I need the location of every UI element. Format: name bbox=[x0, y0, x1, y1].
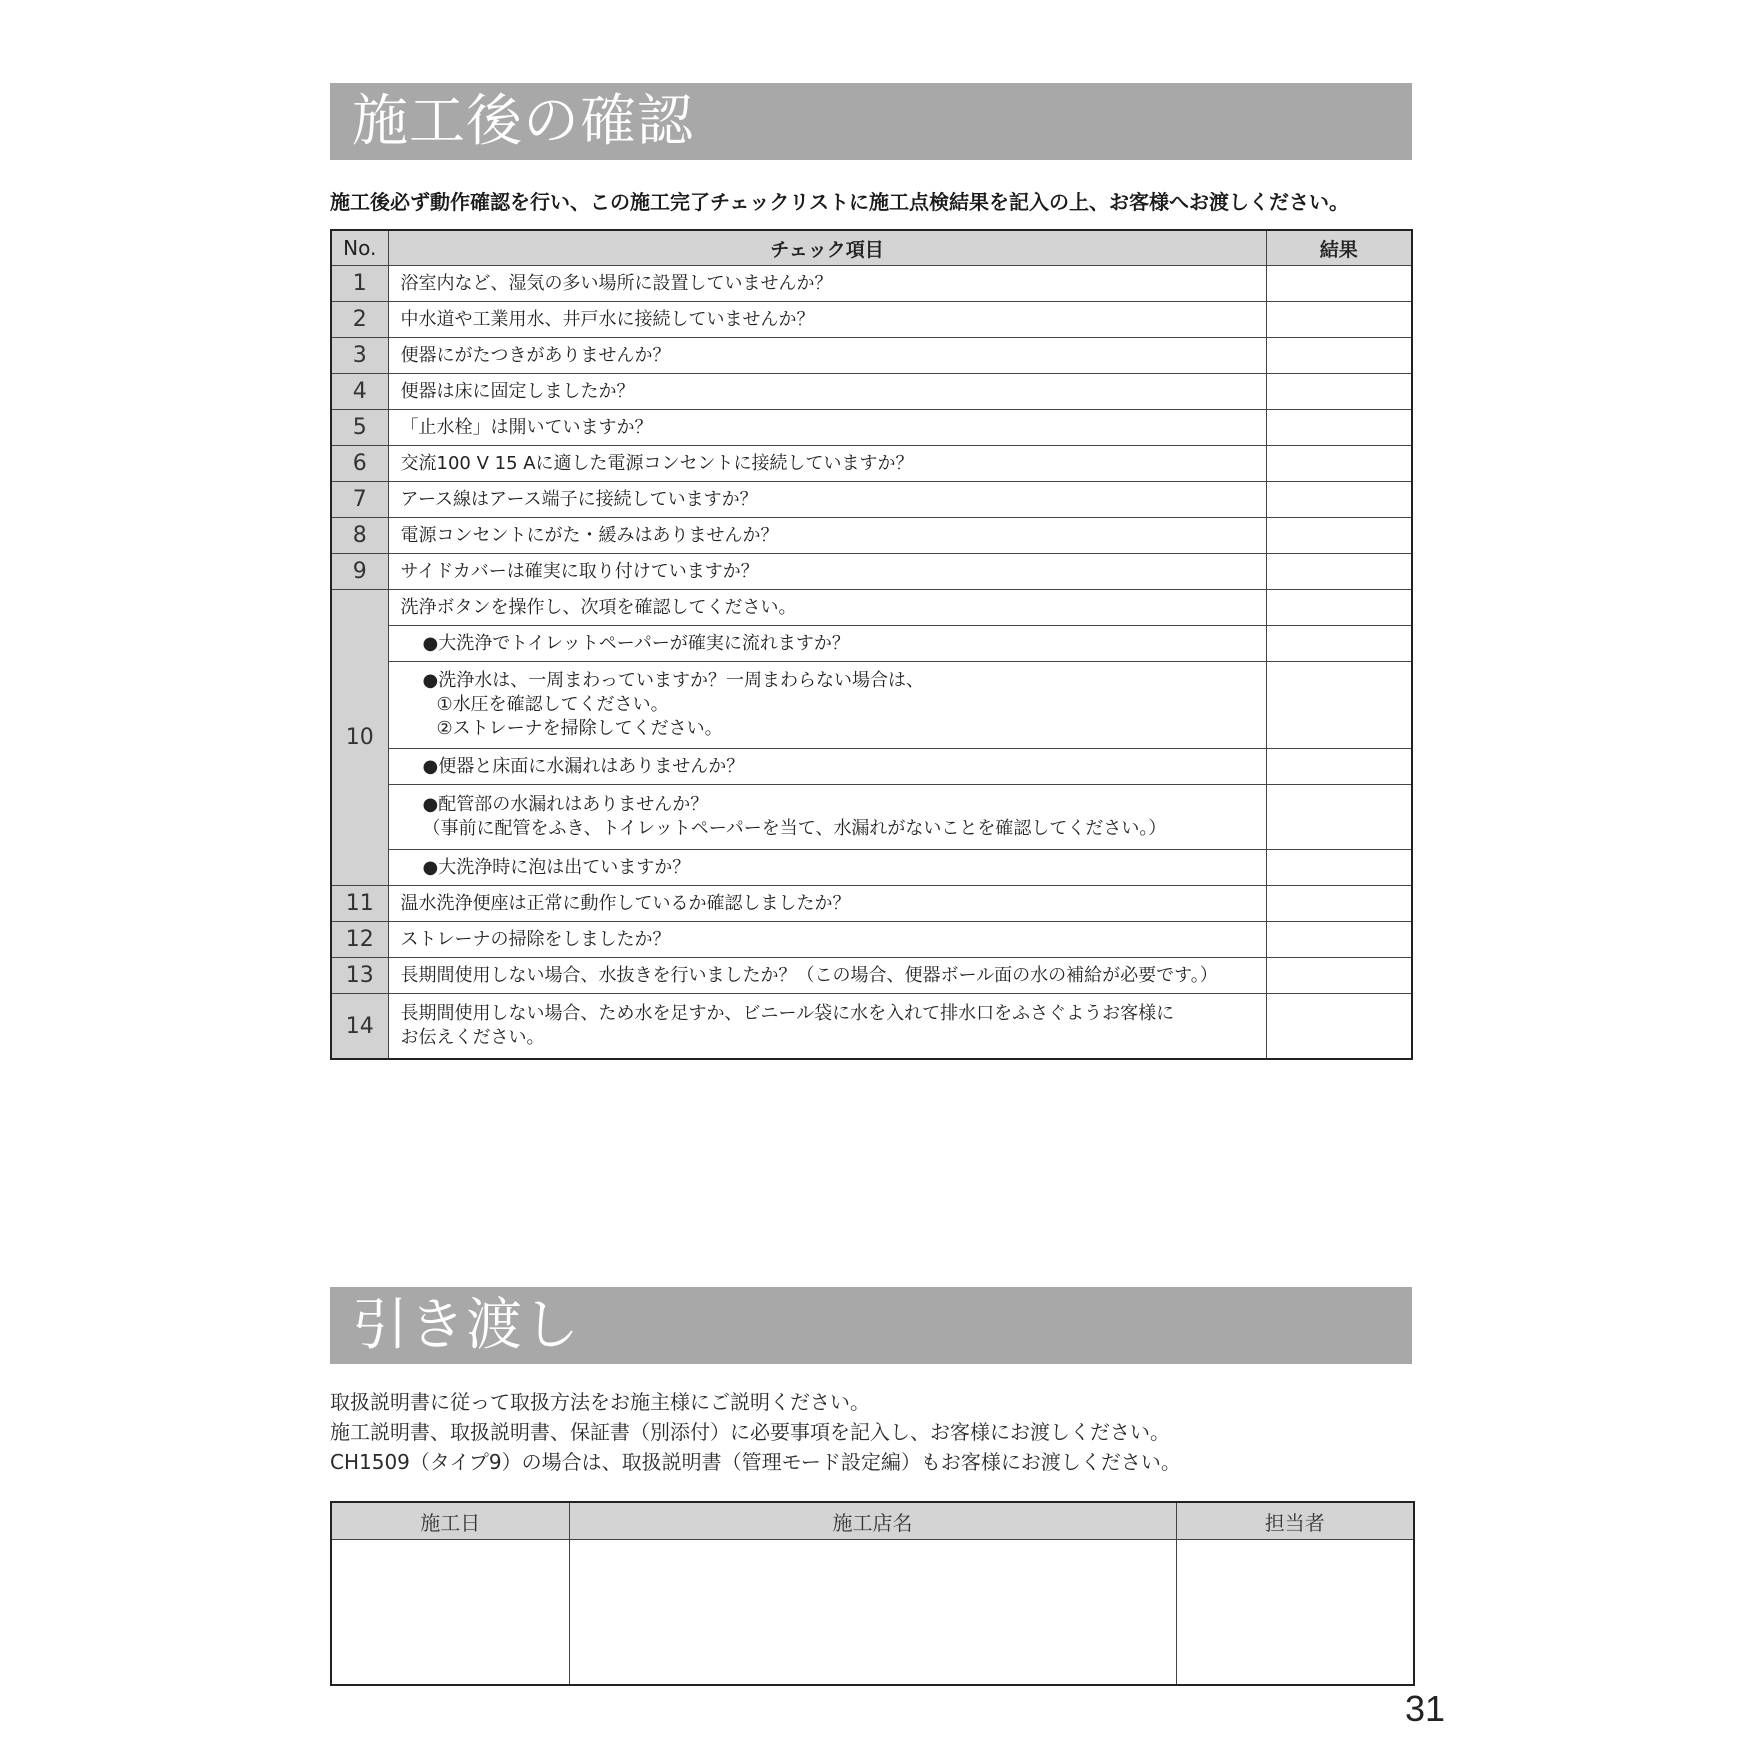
check-item-text: 温水洗浄便座は正常に動作しているか確認しましたか？ bbox=[388, 886, 1266, 922]
table-row bbox=[331, 886, 1412, 922]
sign-header-row bbox=[331, 1502, 1414, 1540]
section-title-handover: 引き渡し bbox=[330, 1287, 1412, 1364]
result-cell[interactable] bbox=[1266, 374, 1412, 410]
result-cell[interactable] bbox=[1266, 266, 1412, 302]
shop-name-field[interactable] bbox=[569, 1540, 1176, 1686]
table-row bbox=[331, 922, 1412, 958]
result-cell[interactable] bbox=[1266, 922, 1412, 958]
row-number: 8 bbox=[331, 518, 388, 554]
table-row bbox=[331, 446, 1412, 482]
header-no: No. bbox=[331, 230, 388, 266]
row-number: 6 bbox=[331, 446, 388, 482]
header-shop-name: 施工店名 bbox=[569, 1502, 1176, 1540]
checklist-header-row bbox=[331, 230, 1412, 266]
check-item-text: サイドカバーは確実に取り付けていますか？ bbox=[388, 554, 1266, 590]
row-number: 10 bbox=[331, 590, 388, 886]
result-cell[interactable] bbox=[1266, 850, 1412, 886]
row-number: 12 bbox=[331, 922, 388, 958]
check-subitem-text: ●大洗浄でトイレットペーパーが確実に流れますか？ bbox=[422, 632, 850, 654]
check-item-text: アース線はアース端子に接続していますか？ bbox=[388, 482, 1266, 518]
check-subitem bbox=[388, 662, 1266, 749]
header-person-in-charge: 担当者 bbox=[1176, 1502, 1414, 1540]
check-item-text: 中水道や工業用水、井戸水に接続していませんか？ bbox=[388, 302, 1266, 338]
table-row bbox=[331, 410, 1412, 446]
header-install-date: 施工日 bbox=[331, 1502, 569, 1540]
check-subitem-note: （事前に配管をふき、トイレットペーパーを当て、水漏れがないことを確認してください。） bbox=[422, 818, 1167, 839]
row-number: 11 bbox=[331, 886, 388, 922]
handover-line: CH1509（タイプ9）の場合は、取扱説明書（管理モード設定編）もお客様にお渡しください。 bbox=[330, 1450, 1181, 1474]
result-cell[interactable] bbox=[1266, 958, 1412, 994]
handover-line: 施工説明書、取扱説明書、保証書（別添付）に必要事項を記入し、お客様にお渡しください。 bbox=[330, 1420, 1170, 1444]
result-cell[interactable] bbox=[1266, 886, 1412, 922]
table-row bbox=[331, 850, 1412, 886]
table-row bbox=[331, 518, 1412, 554]
table-row bbox=[331, 626, 1412, 662]
check-subitem-text: ●配管部の水漏れはありませんか？ bbox=[422, 794, 709, 815]
table-row bbox=[331, 749, 1412, 785]
result-cell[interactable] bbox=[1266, 302, 1412, 338]
row-number: 3 bbox=[331, 338, 388, 374]
check-item-line: 長期間使用しない場合、ため水を足すか、ビニール袋に水を入れて排水口をふさぐようお客様に bbox=[400, 1003, 1175, 1024]
result-cell[interactable] bbox=[1266, 749, 1412, 785]
row-number: 14 bbox=[331, 994, 388, 1060]
row-number: 7 bbox=[331, 482, 388, 518]
result-cell[interactable] bbox=[1266, 410, 1412, 446]
check-item-text: 洗浄ボタンを操作し、次項を確認してください。 bbox=[388, 590, 1266, 626]
result-cell[interactable] bbox=[1266, 994, 1412, 1060]
header-check-item: チェック項目 bbox=[388, 230, 1266, 266]
result-cell[interactable] bbox=[1266, 626, 1412, 662]
table-row bbox=[331, 662, 1412, 749]
handover-line: 取扱説明書に従って取扱方法をお施主様にご説明ください。 bbox=[330, 1390, 870, 1414]
table-row bbox=[331, 785, 1412, 850]
check-item-text: 「止水栓」は開いていますか？ bbox=[388, 410, 1266, 446]
table-row bbox=[331, 958, 1412, 994]
handover-sign-table bbox=[330, 1501, 1415, 1686]
table-row bbox=[331, 302, 1412, 338]
check-item-line: お伝えください。 bbox=[400, 1027, 545, 1048]
table-row bbox=[331, 554, 1412, 590]
check-subitem bbox=[388, 850, 1266, 886]
table-row bbox=[331, 482, 1412, 518]
check-subitem bbox=[388, 785, 1266, 850]
result-cell[interactable] bbox=[1266, 590, 1412, 626]
table-row bbox=[331, 338, 1412, 374]
result-cell[interactable] bbox=[1266, 554, 1412, 590]
check-item-text bbox=[388, 994, 1266, 1060]
table-row bbox=[331, 590, 1412, 626]
check-subitem-text: ●大洗浄時に泡は出ていますか？ bbox=[422, 856, 691, 878]
check-item-text: 便器にがたつきがありませんか？ bbox=[388, 338, 1266, 374]
check-subitem-text: ●便器と床面に水漏れはありませんか？ bbox=[422, 755, 745, 777]
check-item-text: 便器は床に固定しましたか？ bbox=[388, 374, 1266, 410]
check-intro-text: 施工後必ず動作確認を行い、この施工完了チェックリストに施工点検結果を記入の上、お客様へお渡しください。 bbox=[330, 190, 1349, 214]
table-row bbox=[331, 994, 1412, 1060]
result-cell[interactable] bbox=[1266, 482, 1412, 518]
sign-entry-row bbox=[331, 1540, 1414, 1686]
header-result: 結果 bbox=[1266, 230, 1412, 266]
person-in-charge-field[interactable] bbox=[1176, 1540, 1414, 1686]
page-number: 31 bbox=[1405, 1688, 1446, 1729]
row-number: 1 bbox=[331, 266, 388, 302]
handover-instructions bbox=[330, 1387, 1430, 1477]
result-cell[interactable] bbox=[1266, 446, 1412, 482]
check-item-text: 交流100 V 15 Aに適した電源コンセントに接続していますか？ bbox=[388, 446, 1266, 482]
section-title-check: 施工後の確認 bbox=[330, 83, 1412, 160]
check-item-text: ストレーナの掃除をしましたか？ bbox=[388, 922, 1266, 958]
checklist-table bbox=[330, 229, 1413, 1060]
check-subitem-text: ●洗浄水は、一周まわっていますか？一周まわらない場合は、 bbox=[422, 670, 925, 691]
check-subitem-note: ①水圧を確認してください。 bbox=[436, 694, 669, 715]
row-number: 5 bbox=[331, 410, 388, 446]
table-row bbox=[331, 266, 1412, 302]
install-date-field[interactable] bbox=[331, 1540, 569, 1686]
table-row bbox=[331, 374, 1412, 410]
check-subitem-note: ②ストレーナを掃除してください。 bbox=[436, 718, 723, 739]
check-item-text: 長期間使用しない場合、水抜きを行いましたか？（この場合、便器ボール面の水の補給が必要です。） bbox=[388, 958, 1266, 994]
result-cell[interactable] bbox=[1266, 662, 1412, 749]
result-cell[interactable] bbox=[1266, 518, 1412, 554]
result-cell[interactable] bbox=[1266, 785, 1412, 850]
check-item-text: 電源コンセントにがた・緩みはありませんか？ bbox=[388, 518, 1266, 554]
row-number: 4 bbox=[331, 374, 388, 410]
result-cell[interactable] bbox=[1266, 338, 1412, 374]
check-item-text: 浴室内など、湿気の多い場所に設置していませんか？ bbox=[388, 266, 1266, 302]
check-subitem bbox=[388, 626, 1266, 662]
row-number: 9 bbox=[331, 554, 388, 590]
row-number: 13 bbox=[331, 958, 388, 994]
row-number: 2 bbox=[331, 302, 388, 338]
check-subitem bbox=[388, 749, 1266, 785]
